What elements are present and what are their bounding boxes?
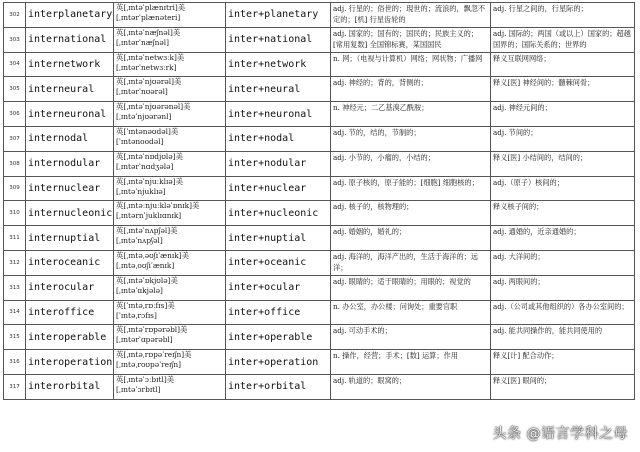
word-cell <box>26 52 114 77</box>
word-text: internuclear <box>28 182 101 194</box>
row-number-text: 313 <box>9 284 20 291</box>
phonetic-text: 英[ˈɪntəˌrɒːfɪs]美 <box>116 300 175 310</box>
row-number <box>4 226 26 251</box>
word-cell <box>26 176 114 201</box>
row-number <box>4 27 26 52</box>
root-meaning-text: adj. 海洋的，海洋产出的，生活于海洋的；远洋； <box>333 251 479 272</box>
row-number <box>4 275 26 300</box>
root-meaning-text: adj. 节的，结的，节制的； <box>333 127 421 137</box>
phonetic-cell <box>114 176 226 201</box>
phonetic-text: 英[ˌɪntəˌrɒpəˈreɪʃn]美 <box>116 350 192 360</box>
word-cell <box>26 275 114 300</box>
table-row <box>4 325 635 350</box>
morpheme-text: inter+nodal <box>228 133 295 145</box>
root-meaning-text: adj. 国家的；国有的；国民的；民族主义的；[常用复数] 全国锦标赛，某国国民 <box>333 28 479 49</box>
phonetic-text: [ˌɪntərˈnetwɜːrk] <box>116 62 177 72</box>
word-meaning-text: adj. 行星之间的，行星际的； <box>493 4 588 13</box>
phonetic-text: [ˌɪntərˈnæʃnəl] <box>116 37 170 47</box>
row-number <box>4 325 26 350</box>
morpheme-cell <box>226 102 331 127</box>
phonetic-cell <box>114 27 226 52</box>
phonetic-text: 英[ˌɪntəˈnjuːklɪə]美 <box>116 176 183 186</box>
table-row <box>4 3 635 28</box>
word-cell <box>26 325 114 350</box>
row-number <box>4 102 26 127</box>
word-meaning-text: 释义[计] 配合动作； <box>493 351 559 361</box>
phonetic-text: 英[ˌɪntəːnjuːkləˈɒnɪk]美 <box>116 201 200 211</box>
word-meaning-text: adj. 两眼间的； <box>493 276 545 286</box>
phonetic-text: [ˌɪntəˈnjʊərənl] <box>116 112 172 122</box>
word-meaning-cell <box>491 27 635 52</box>
row-number <box>4 151 26 176</box>
phonetic-cell <box>114 102 226 127</box>
word-meaning-cell <box>491 52 635 77</box>
morpheme-text: inter+national <box>228 34 313 46</box>
word-cell <box>26 300 114 325</box>
table-row <box>4 374 635 399</box>
table-row <box>4 126 635 151</box>
word-meaning-text: adj. 大洋间的； <box>493 251 545 261</box>
word-meaning-text: adj.（公司或其他组织的）各办公室间的； <box>493 301 629 311</box>
table-row <box>4 250 635 275</box>
row-number-text: 304 <box>9 61 20 68</box>
word-cell <box>26 102 114 127</box>
morpheme-cell <box>226 275 331 300</box>
morpheme-text: inter+office <box>228 306 301 318</box>
morpheme-text: inter+orbital <box>228 381 307 393</box>
phonetic-text: 英[ˌɪntəˈnæʃnəl]美 <box>116 27 181 37</box>
watermark: 头条 @语言学科之母 <box>492 426 628 442</box>
root-meaning-cell <box>331 350 491 375</box>
row-number-text: 310 <box>9 210 20 217</box>
word-meaning-cell <box>491 77 635 102</box>
root-meaning-text: adj. 眼睛的；适于眼睛的；用眼的；视觉的 <box>333 276 471 286</box>
row-number-text: 308 <box>9 160 20 167</box>
word-meaning-cell <box>491 374 635 399</box>
row-number-text: 305 <box>9 86 20 93</box>
morpheme-text: inter+oceanic <box>228 257 307 269</box>
phonetic-cell <box>114 52 226 77</box>
word-text: interoperable <box>28 331 107 343</box>
row-number <box>4 201 26 226</box>
table-row <box>4 300 635 325</box>
root-meaning-cell <box>331 300 491 325</box>
root-meaning-text: adj. 原子核的，原子能的；[细胞] 细胞核的； <box>333 177 479 187</box>
word-meaning-cell <box>491 102 635 127</box>
word-cell <box>26 250 114 275</box>
morpheme-text: inter+nodular <box>228 158 307 170</box>
phonetic-text: [ˌɪntərˈnʊərəl] <box>116 87 168 97</box>
row-number-text: 307 <box>9 135 20 142</box>
morpheme-text: inter+nucleonic <box>228 207 319 219</box>
phonetic-cell <box>114 201 226 226</box>
row-number <box>4 350 26 375</box>
word-text: internetwork <box>28 58 101 70</box>
phonetic-cell <box>114 226 226 251</box>
phonetic-text: 英[ˌɪntəˈnetwɜːk]美 <box>116 52 185 62</box>
morpheme-text: inter+nuclear <box>228 182 307 194</box>
morpheme-cell <box>226 27 331 52</box>
word-meaning-text: adj. 通婚的，近亲通婚的； <box>493 227 581 237</box>
phonetic-text: 英[ˈɪntənəʊdəl]美 <box>116 126 179 136</box>
phonetic-text: [ˈɪntəˌrɔfɪs] <box>116 310 157 320</box>
root-meaning-text: n. 办公室，办公楼；问询处；重要官职 <box>333 301 458 311</box>
root-meaning-text: n. 操作，经营；手术；[数] 运算；作用 <box>333 351 458 361</box>
table-row <box>4 151 635 176</box>
word-text: interoffice <box>28 306 95 318</box>
row-number-text: 315 <box>9 334 20 341</box>
morpheme-text: inter+operable <box>228 331 313 343</box>
word-meaning-text: 释义[医] 眼间的； <box>493 375 552 385</box>
root-meaning-cell <box>331 176 491 201</box>
phonetic-text: [ˌɪntərˈɑpərəbl] <box>116 335 173 345</box>
row-number <box>4 176 26 201</box>
table-row <box>4 275 635 300</box>
word-text: internuptial <box>28 232 101 244</box>
row-number <box>4 250 26 275</box>
word-meaning-cell <box>491 3 635 28</box>
phonetic-cell <box>114 374 226 399</box>
word-meaning-cell <box>491 226 635 251</box>
word-cell <box>26 350 114 375</box>
phonetic-cell <box>114 300 226 325</box>
phonetic-text: 英[ˌɪntəˈnjʊərənəl]美 <box>116 102 191 112</box>
word-cell <box>26 151 114 176</box>
phonetic-cell <box>114 151 226 176</box>
morpheme-text: inter+nuptial <box>228 232 307 244</box>
row-number <box>4 374 26 399</box>
morpheme-cell <box>226 226 331 251</box>
word-text: interoperation <box>28 356 113 368</box>
word-text: interoceanic <box>28 257 101 269</box>
morpheme-cell <box>226 250 331 275</box>
morpheme-cell <box>226 201 331 226</box>
phonetic-text: 英[ˌɪntəˈɔːbɪtl]美 <box>116 374 175 384</box>
root-meaning-text: adj. 婚姻的，婚礼的； <box>333 227 407 237</box>
phonetic-text: [ˌɪntərnˈjuklɪɑnɪk] <box>116 211 182 221</box>
root-meaning-cell <box>331 325 491 350</box>
row-number-text: 303 <box>9 36 20 43</box>
phonetic-text: 英[ˌɪntəˈplænɪtri]美 <box>116 3 186 12</box>
morpheme-text: inter+operation <box>228 356 319 368</box>
row-number-text: 302 <box>9 11 20 18</box>
word-text: internucleonic <box>28 207 113 219</box>
root-meaning-text: adj. 行星的；俗世的；現世的；流浪的，飘忽不定的；[机] 行星齿轮的 <box>333 4 486 24</box>
table-row <box>4 27 635 52</box>
phonetic-cell <box>114 275 226 300</box>
morpheme-cell <box>226 374 331 399</box>
morpheme-cell <box>226 77 331 102</box>
phonetic-text: 英[ˌɪntəˈrɒpərəbl]美 <box>116 325 188 335</box>
row-number-text: 316 <box>9 359 20 366</box>
row-number-text: 306 <box>9 111 20 118</box>
phonetic-text: 英[ˌɪntəˈnɒdjʊlə]美 <box>116 151 183 161</box>
row-number <box>4 77 26 102</box>
word-text: interocular <box>28 282 95 294</box>
root-meaning-text: adj. 轨道的；眼窝的； <box>333 375 407 385</box>
root-meaning-cell <box>331 27 491 52</box>
word-meaning-cell <box>491 176 635 201</box>
word-meaning-text: adj. 能共同操作的，能共同使用的 <box>493 326 603 336</box>
table-row <box>4 201 635 226</box>
phonetic-text: [ˌɪntəˈnjuklɪə] <box>116 186 166 196</box>
root-meaning-cell <box>331 374 491 399</box>
table-row <box>4 176 635 201</box>
morpheme-cell <box>226 151 331 176</box>
morpheme-text: inter+neural <box>228 83 301 95</box>
phonetic-text: [ˌɪntərˈplænəteri] <box>116 13 181 22</box>
phonetic-text: [ˌɪntəˌoʊʃiˈænɪk] <box>116 260 175 270</box>
root-meaning-text: adj. 可动手术的； <box>333 326 392 336</box>
morpheme-text: inter+neuronal <box>228 108 313 120</box>
phonetic-text: [ˌɪntərˈnɑdʒələ] <box>116 161 174 171</box>
word-cell <box>26 201 114 226</box>
morpheme-text: inter+network <box>228 58 307 70</box>
morpheme-cell <box>226 300 331 325</box>
word-text: interorbital <box>28 381 101 393</box>
root-meaning-cell <box>331 102 491 127</box>
word-text: interneural <box>28 83 95 95</box>
word-meaning-text: 释义核子间的； <box>493 202 544 212</box>
table-row <box>4 350 635 375</box>
word-cell <box>26 3 114 28</box>
phonetic-cell <box>114 350 226 375</box>
word-text: internodal <box>28 133 89 145</box>
row-number <box>4 126 26 151</box>
word-cell <box>26 126 114 151</box>
row-number <box>4 300 26 325</box>
word-meaning-cell <box>491 300 635 325</box>
word-text: interneuronal <box>28 108 107 120</box>
root-meaning-text: adj. 核子的，核物理的； <box>333 202 414 212</box>
table-row <box>4 102 635 127</box>
phonetic-text: [ˌɪntəˈɑkjələ] <box>116 285 163 295</box>
phonetic-text: 英[ˌɪntəˌəʊʃɪˈænɪk]美 <box>116 250 189 260</box>
morpheme-cell <box>226 350 331 375</box>
morpheme-cell <box>226 52 331 77</box>
morpheme-cell <box>226 126 331 151</box>
row-number <box>4 52 26 77</box>
phonetic-text: 英[ˌɪntəˈnjʊərəl]美 <box>116 77 182 87</box>
phonetic-text: 英[ˌɪntəˈnʌpʃəl]美 <box>116 226 178 236</box>
row-number <box>4 3 26 28</box>
word-meaning-text: 释义互联网网络； <box>493 53 551 63</box>
word-meaning-cell <box>491 275 635 300</box>
row-number-text: 309 <box>9 185 20 192</box>
phonetic-cell <box>114 126 226 151</box>
table-row <box>4 226 635 251</box>
root-meaning-cell <box>331 52 491 77</box>
phonetic-text: [ˈɪntənoodəl] <box>116 136 164 146</box>
word-meaning-cell <box>491 325 635 350</box>
phonetic-text: [ˌɪntəˈnʌpʃəl] <box>116 236 163 246</box>
word-meaning-cell <box>491 151 635 176</box>
word-meaning-cell <box>491 350 635 375</box>
row-number-text: 312 <box>9 259 20 266</box>
root-meaning-cell <box>331 275 491 300</box>
word-cell <box>26 77 114 102</box>
word-meaning-cell <box>491 126 635 151</box>
word-meaning-text: adj. 国际的；两国（或以上）国家的；超越国界的；国际关系的；世界的 <box>493 28 631 49</box>
word-cell <box>26 374 114 399</box>
word-meaning-text: 释义[医] 小结间的，结间的； <box>493 152 588 162</box>
word-meaning-text: adj. 神经元间的； <box>493 103 552 113</box>
morpheme-cell <box>226 3 331 28</box>
row-number-text: 317 <box>9 383 20 390</box>
vocabulary-table <box>3 2 635 400</box>
root-meaning-cell <box>331 250 491 275</box>
phonetic-text: [ˌɪntəˈɔrbɪtl] <box>116 384 161 394</box>
word-meaning-text: adj. 节间的； <box>493 127 538 137</box>
word-text: international <box>28 34 107 46</box>
word-meaning-cell <box>491 201 635 226</box>
root-meaning-text: adj. 神经的；背的，背侧的； <box>333 78 428 88</box>
phonetic-text: [ˌɪntəˌroʊpəˈreɪʃn] <box>116 360 182 370</box>
word-text: internodular <box>28 158 101 170</box>
morpheme-cell <box>226 176 331 201</box>
word-meaning-cell <box>491 250 635 275</box>
table-row <box>4 77 635 102</box>
root-meaning-cell <box>331 3 491 28</box>
phonetic-cell <box>114 77 226 102</box>
phonetic-cell <box>114 325 226 350</box>
root-meaning-cell <box>331 226 491 251</box>
morpheme-text: inter+planetary <box>228 9 319 21</box>
phonetic-cell <box>114 250 226 275</box>
morpheme-cell <box>226 325 331 350</box>
word-cell <box>26 226 114 251</box>
root-meaning-text: n. 神经元；二乙基溴乙酰胺； <box>333 103 429 113</box>
phonetic-text: 英[ˌɪntəˈɒkjʊlə]美 <box>116 275 178 285</box>
word-meaning-text: 释义[医] 神经间的；髓棘间骨； <box>493 78 595 88</box>
root-meaning-cell <box>331 151 491 176</box>
root-meaning-cell <box>331 126 491 151</box>
word-text: interplanetary <box>28 9 113 21</box>
vocabulary-rows <box>4 3 635 400</box>
root-meaning-cell <box>331 201 491 226</box>
morpheme-text: inter+ocular <box>228 282 301 294</box>
word-cell <box>26 27 114 52</box>
word-meaning-text: adj.（原子）核间的； <box>493 177 564 187</box>
root-meaning-cell <box>331 77 491 102</box>
root-meaning-text: adj. 小节的，小瘤的，小结的； <box>333 152 435 162</box>
table-row <box>4 52 635 77</box>
row-number-text: 314 <box>9 309 20 316</box>
phonetic-cell <box>114 3 226 28</box>
row-number-text: 311 <box>9 235 20 242</box>
root-meaning-text: n. 网；（电视与计算机）网络；网状物；广播网 <box>333 53 483 63</box>
